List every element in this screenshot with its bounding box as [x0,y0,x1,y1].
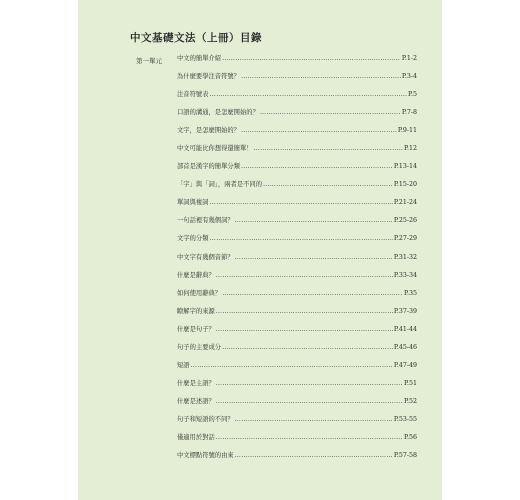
leader-dots [216,271,393,281]
leader-dots [222,343,393,353]
toc-entry-page: P.45-46 [393,343,417,351]
toc-entry-title: 注音符號表 [177,91,209,99]
toc-entry-page: P.13-14 [393,163,417,171]
toc-entry-page: P.3-4 [401,73,417,81]
toc-entry-page: P.25-26 [393,217,417,225]
toc-entry [177,253,417,271]
leader-dots [235,451,393,461]
toc-entry-title: 口語的溝通，是怎麼開始的？ [177,109,259,117]
toc-entry-title: 單詞與複詞 [177,199,209,207]
toc-entry-page: P.37-39 [393,307,417,315]
toc-entry [177,162,417,180]
toc-entry [177,54,417,72]
toc-entry [177,307,417,325]
toc-entry [177,72,417,90]
toc-entry [177,343,417,361]
toc-entry [177,144,417,162]
leader-dots [263,180,393,190]
leader-dots [235,253,393,263]
toc-entry-page: P.57-58 [393,452,417,460]
toc-entry-title: 中文可能比你想得還簡單！ [177,145,253,153]
leader-dots [191,361,393,371]
toc-entry-page: P.5 [408,91,417,99]
leader-dots [222,289,403,299]
toc-entry-title: 中文字有幾個音節？ [177,253,234,261]
toc-entry-title: 中文標點符號的由來 [177,452,234,460]
toc-entry-title: 部首是漢字的簡單分類 [177,163,240,171]
toc-entry [177,108,417,126]
toc-entry-title: 僅適用於對話 [177,433,215,441]
toc-entry [177,289,417,307]
leader-dots [216,397,403,407]
toc-entry-title: 什麼是句子？ [177,325,215,333]
toc-entry [177,198,417,216]
toc-entry-page: P.21-24 [393,199,417,207]
toc-entry [177,379,417,397]
leader-dots [241,162,393,172]
toc-entry-page: P.31-32 [393,253,417,261]
leader-dots [241,72,401,82]
toc-entry-title: 中文的簡單介紹 [177,55,222,62]
toc-entry [177,361,417,379]
toc-entry [177,126,417,144]
toc-entry-title: 句子的主要成分 [177,343,222,351]
page-title: 中文基礎文法（上冊）目錄 [130,32,262,44]
toc-entry-page: P.7-8 [401,109,417,117]
document-page [78,0,442,500]
toc-entry-page: P.51 [404,379,417,387]
leader-dots [209,234,392,244]
toc-entry-title: 「字」與「詞」，兩者是不同的 [177,181,263,189]
toc-entry-title: 一句話裡有幾個詞？ [177,217,234,225]
toc-entry-page: P.53-55 [393,415,417,423]
toc-entry-page: P.15-20 [393,181,417,189]
toc-entry-page: P.12 [404,145,417,153]
toc-entry-title: 什麼是述語？ [177,397,215,405]
toc-entry [177,234,417,252]
toc-entry [177,90,417,108]
toc-entry-page: P.47-49 [393,361,417,369]
toc-entry-title: 短語 [177,361,190,369]
toc-entry-title: 什麼是主語？ [177,379,215,387]
leader-dots [209,90,407,100]
toc-entry-page: P.1-2 [401,55,417,62]
leader-dots [216,379,403,389]
toc-entry [177,325,417,343]
toc-entry [177,216,417,234]
toc-entry-page: P.27-29 [393,235,417,243]
toc-entry [177,397,417,415]
toc-entry-title: 如何使用辭典？ [177,289,222,297]
toc-entry-page: P.33-34 [393,271,417,279]
toc-entry [177,271,417,289]
toc-entry [177,180,417,198]
toc-list [177,54,417,469]
leader-dots [235,216,393,226]
leader-dots [241,126,397,136]
leader-dots [254,144,403,154]
leader-dots [235,415,393,425]
toc-entry-title: 瞭解字的來源 [177,307,215,315]
toc-entry-page: P.41-44 [393,325,417,333]
leader-dots [216,307,393,317]
toc-entry [177,451,417,469]
toc-entry-title: 什麼是辭典？ [177,271,215,279]
unit-label: 第一單元 [136,57,162,65]
toc-entry-title: 文字的分類 [177,235,209,243]
toc-entry-title: 文字，是怎麼開始的？ [177,127,240,135]
leader-dots [260,108,401,118]
toc-entry [177,415,417,433]
toc-entry [177,433,417,451]
leader-dots [216,433,403,443]
leader-dots [216,325,393,335]
toc-entry-page: P.9-11 [397,127,417,135]
toc-entry-page: P.52 [404,397,417,405]
toc-entry-page: P.35 [404,289,417,297]
leader-dots [222,54,401,64]
toc-entry-title: 句子和短語的不同？ [177,415,234,423]
toc-entry-page: P.56 [404,433,417,441]
leader-dots [209,198,392,208]
toc-entry-title: 為什麼要學注音符號？ [177,73,240,81]
